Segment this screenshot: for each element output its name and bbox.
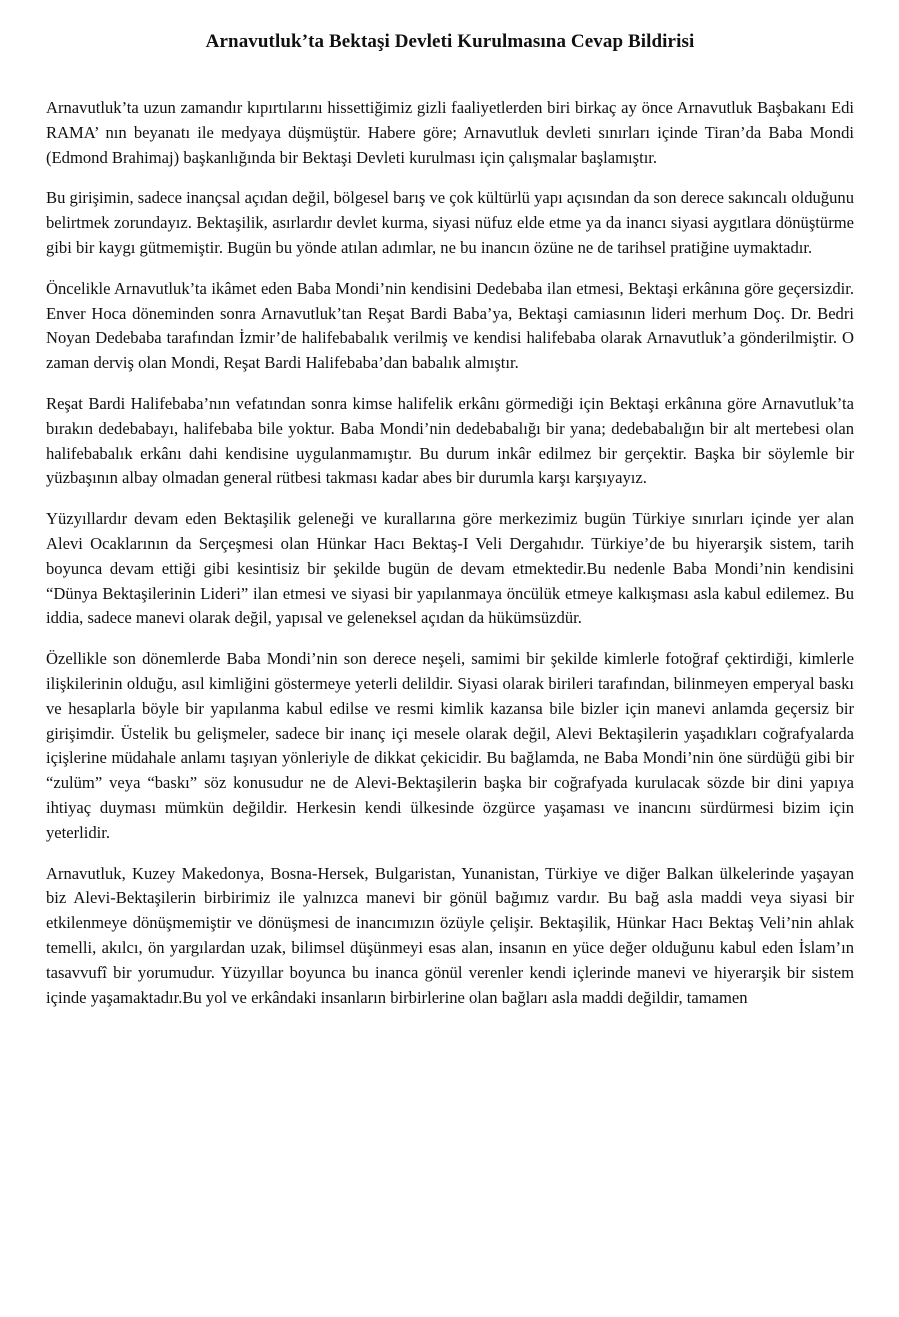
paragraph-5: Yüzyıllardır devam eden Bektaşilik geleneği ve kurallarına göre merkezimiz bugün Türkiye sınırları içinde yer alan Alevi Ocaklarının da Serçeşmesi olan Hünkar Hacı Bektaş-I Veli Dergahıdır. Türkiye’de bu hiyerarşik sistem, tarih boyunca devam ettiği gibi kesintisiz bir şekilde bugün de devam etmektedir.Bu nedenle Baba Mondi’nin kendisini “Dünya Bektaşilerinin Lideri” ilan etmesi ve siyasi bir yapılanmaya öncülük etmeye kalkışması asla kabul edilemez. Bu iddia, sadece manevi olarak değil, yapısal ve geleneksel açıdan da hükümsüzdür. — [46, 509, 854, 628]
document-page — [46, 30, 854, 1010]
paragraph-3: Öncelikle Arnavutluk’ta ikâmet eden Baba Mondi’nin kendisini Dedebaba ilan etmesi, Bektaşi erkânına göre geçersizdir. Enver Hoca döneminden sonra Arnavutluk’tan Reşat Bardi Baba’ya, Bektaşi camiasının lideri merhum Doç. Dr. Bedri Noyan Dedebaba tarafından İzmir’de halifebabalık verilmiş ve kendisi halifebaba olarak Arnavutluk’a gönderilmiştir. O zaman derviş olan Mondi, Reşat Bardi Halifebaba’dan babalık almıştır. — [46, 278, 854, 373]
paragraph-1: Arnavutluk’ta uzun zamandır kıpırtılarını hissettiğimiz gizli faaliyetlerden biri birkaç ay önce Arnavutluk Başbakanı Edi RAMA’ nın beyanatı ile medyaya düşmüştür. Habere göre; Arnavutluk devleti sınırları içinde Tiran’da Baba Mondi (Edmond Brahimaj) başkanlığında bir Bektaşi Devleti kurulması için çalışmalar başlamıştır. — [46, 98, 854, 167]
paragraph-6: Özellikle son dönemlerde Baba Mondi’nin son derece neşeli, samimi bir şekilde kimlerle fotoğraf çektirdiği, kimlerle ilişkilerinin olduğu, asıl kimliğini göstermeye yeterli delildir. Siyasi olarak birileri tarafından, bilinmeyen emperyal baskı ve hesaplarla böyle bir yapılanma kabul edilse ve resmi kimlik kazansa bile bizler için manevi anlamda geçersiz bir girişimdir. Üstelik bu gelişmeler, sadece bir inanç içi mesele olarak değil, Alevi Bektaşilerin yaşadıkları coğrafyalarda içişlerine müdahale anlamı taşıyan yönleriyle de dikkat çekicidir. Bu bağlamda, ne Baba Mondi’nin öne sürdüğü gibi bir “zulüm” veya “baskı” söz konusudur ne de Alevi-Bektaşilerin başka bir coğrafyada kurulacak sözde bir dini yapıya ihtiyaç duyması mümkün değildir. Herkesin kendi ülkesinde özgürce yaşaması ve inancını sürdürmesi bizim için yeterlidir. — [46, 649, 854, 842]
paragraph-7: Arnavutluk, Kuzey Makedonya, Bosna-Hersek, Bulgaristan, Yunanistan, Türkiye ve diğer Balkan ülkelerinde yaşayan biz Alevi-Bektaşilerin birbirimiz ile yalnızca manevi bir gönül bağımız vardır. Bu bağ asla maddi veya siyasi bir etkilenmeye dönüşmemiştir ve dönüşmesi de inancımızın özüyle çelişir. Bektaşilik, Hünkar Hacı Bektaş Veli’nin ahlak temelli, akılcı, ön yargılardan uzak, bilimsel düşünmeyi esas alan, insanın en yüce değer olduğunu kabul eden İslam’ın tasavvufî bir yorumudur. Yüzyıllar boyunca bu inanca gönül verenler kendi içlerinde manevi ve hiyerarşik bir sistem içinde yaşamaktadır.Bu yol ve erkândaki insanların birbirlerine olan bağları asla maddi değildir, tamamen — [46, 863, 854, 1007]
paragraph-4: Reşat Bardi Halifebaba’nın vefatından sonra kimse halifelik erkânı görmediği için Bektaşi erkânına göre Arnavutluk’ta bırakın dedebabayı, halifebaba bile yoktur. Baba Mondi’nin dedebabalığı bir yana; dedebabalığın bir alt mertebesi olan halifebabalık erkânı dahi kendisine uygulanmamıştır. Bu durum inkâr edilmez bir gerçektir. Başka bir söylemle bir yüzbaşının albay olmadan general rütbesi takması kadar abes bir durumla karşı karşıyayız. — [46, 393, 854, 488]
paragraph-2: Bu girişimin, sadece inançsal açıdan değil, bölgesel barış ve çok kültürlü yapı açısından da son derece sakıncalı olduğunu belirtmek zorundayız. Bektaşilik, asırlardır devlet kurma, siyasi nüfuz elde etme ya da inancı siyasi aygıtlara dönüştürme gibi bir kaygı gütmemiştir. Bugün bu yönde atılan adımlar, ne bu inancın özüne ne de tarihsel pratiğine uymaktadır. — [46, 188, 854, 257]
document-title: Arnavutluk’ta Bektaşi Devleti Kurulmasına Cevap Bildirisi — [205, 31, 695, 52]
